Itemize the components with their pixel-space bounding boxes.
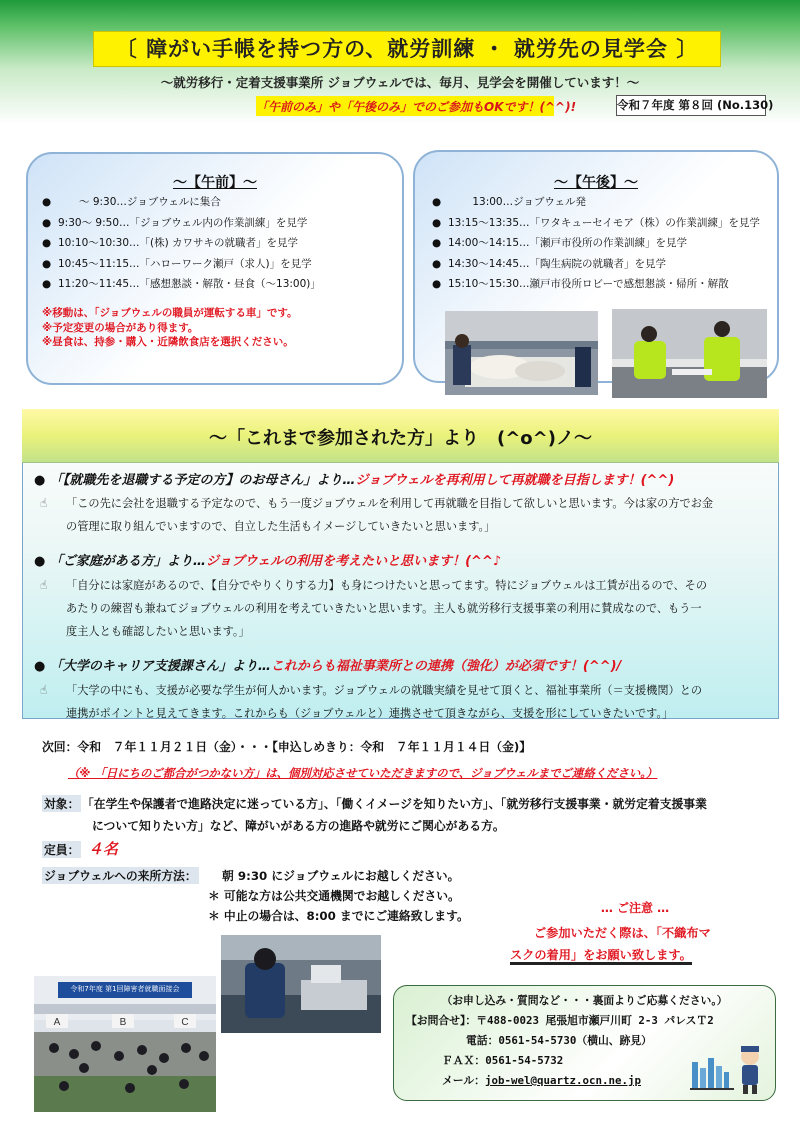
contact-mail[interactable]: メール：job-wel@quartz.ocn.ne.jp — [442, 1074, 641, 1087]
morning-note: ※昼食は、持参・購入・近隣飲食店を選択ください。 — [42, 336, 294, 348]
training-photo-1 — [445, 311, 598, 395]
voice-body — [40, 679, 775, 725]
access-line-2: ＊ 可能な方は公共交通機関でお越しください。 — [208, 889, 460, 903]
svg-text:C: C — [181, 1017, 189, 1028]
contact-fax: ＦＡＸ：0561-54-5732 — [442, 1054, 564, 1067]
contact-address: 【お問合せ】：〒488-0023 尾張旭市瀬戸川町 2-3 パレスＴ2 — [406, 1014, 714, 1027]
page-title: 〔 障がい手帳を持つ方の、就労訓練 ・ 就労先の見学会 〕 — [115, 37, 699, 61]
capacity-label: 定員： — [44, 843, 80, 857]
voice-line: 連携がポイントと見えてきます。これからも（ジョブウェルと）連携させて頂きながら、支援を形にしていきたいです。」 — [66, 707, 674, 720]
workplace-photo — [221, 935, 381, 1033]
job-fair-photo — [34, 976, 216, 1112]
access-line-3: ＊ 中止の場合は、8:00 までにご連絡致します。 — [208, 909, 469, 923]
schedule-item: ● 10:10～10:30…「(株) カワサキの就職者」を見学 — [42, 237, 299, 249]
morning-note: ※予定変更の場合があり得ます。 — [42, 321, 199, 334]
schedule-item: ● 15:10～15:30…瀬戸市役所ロビーで感想懇談・帰所・解散 — [432, 278, 729, 290]
morning-note: ※移動は、「ジョブウェルの職員が運転する車」です。 — [42, 307, 298, 319]
photo-banner-text: 令和7年度 第1回障害者就職面接会 — [70, 985, 180, 993]
next-date-note: （※ 「日にちのご都合がつかない方」は、個別対応させていただきますので、ジョブウェルまでご連絡ください。） — [68, 766, 658, 780]
hand-icon: ☝ — [40, 496, 48, 510]
half-day-note: 「午前のみ」や「午後のみ」でのご参加もOKです！(^^)! — [256, 100, 577, 114]
caution-title: … ご注意 … — [600, 901, 670, 915]
svg-text:A: A — [53, 1017, 61, 1028]
next-date: 次回：令和 ７年１１月２１日（金）・・・【申込しめきり：令和 ７年１１月１４日（金)】 — [42, 740, 532, 754]
morning-notes — [42, 306, 402, 350]
voice-body — [40, 574, 775, 643]
schedule-item: ● 9:30～ 9:50…「ジョブウェル内の作業訓練」を見学 — [42, 216, 308, 229]
hand-icon: ☝ — [40, 683, 48, 697]
access-line-1: 朝 9:30 にジョブウェルにお越しください。 — [222, 869, 460, 883]
contact-phone: 電話：0561-54-5730（横山、跡見） — [466, 1034, 652, 1047]
voice-heading: ● 「ご家庭がある方」より…ジョブウェルの利用を考えたいと思います！(^^♪ — [34, 554, 502, 569]
afternoon-title: ～【午後】～ — [554, 175, 638, 191]
morning-title: ～【午前】～ — [173, 175, 257, 191]
schedule-item: ● 10:45～11:15…「ハローワーク瀬戸（求人)」を見学 — [42, 257, 312, 270]
target-label: 対象： — [44, 797, 80, 811]
voice-line: 度主人とも確認したいと思います。」 — [66, 625, 250, 638]
caution-body — [510, 922, 772, 966]
target-line-1: 「在学生や保護者で進路決定に迷っている方」、「働くイメージを知りたい方」、「就労移行支援事業・就労定着支援事業 — [82, 797, 707, 811]
voice-heading: ● 「大学のキャリア支援課さん」より…これからも福祉事業所との連携（強化）が必須です！(^^)/ — [34, 659, 622, 674]
target-line-2: について知りたい方」など、障がいがある方の進路や就労にご関心がある方。 — [92, 819, 505, 833]
hand-icon: ☝ — [40, 578, 48, 592]
morning-list — [42, 192, 402, 295]
schedule-item: ● 14:00～14:15…「瀬戸市役所の作業訓練」を見学 — [432, 237, 688, 249]
contact-header: （お申し込み・質問など・・・裏面よりご応募ください。） — [441, 994, 728, 1007]
schedule-item: ● 13:00…ジョブウェル発 — [432, 196, 586, 208]
voice-line: の管理に取り組んでいますので、自立した生活もイメージしていきたいと思います。」 — [66, 520, 496, 533]
afternoon-list — [432, 192, 777, 295]
caution-line: ご参加いただく際は、「不織布マ — [534, 926, 711, 940]
voice-body — [40, 492, 775, 538]
access-label: ジョブウェルへの来所方法： — [44, 869, 197, 883]
svg-text:B: B — [119, 1017, 127, 1028]
schedule-item: ● ～ 9:30…ジョブウェルに集合 — [42, 196, 221, 208]
issue-number-badge: 令和７年度 第８回 (No.130) — [616, 95, 766, 116]
voice-line: 「自分には家庭があるので、【自分でやりくりする力】も身につけたいと思ってます。特にジョブウェルは工賃が出るので、その — [66, 579, 708, 592]
voice-line: 「この先に会社を退職する予定なので、もう一度ジョブウェルを利用して再就職を目指して欲しいと思います。今は家の方でお金 — [66, 497, 714, 510]
capacity-value: ４名 — [88, 840, 119, 858]
schedule-item: ● 13:15～13:35…「ワタキューセイモア（株）の作業訓練」を見学 — [432, 216, 760, 229]
voices-title: ～「これまで参加された方」より (^o^)ノ～ — [209, 428, 592, 449]
page-subtitle: ～就労移行・定着支援事業所 ジョブウェルでは、毎月、見学会を開催しています！～ — [160, 75, 640, 90]
schedule-item: ● 11:20～11:45…「感想懇談・解散・昼食（～13:00)」 — [42, 278, 321, 290]
schedule-item: ● 14:30～14:45…「陶生病院の就職者」を見学 — [432, 257, 667, 270]
mascot-illustration — [690, 1040, 768, 1096]
voice-line: あたりの練習も兼ねてジョブウェルの利用を考えていきたいと思います。主人も就労移行支援事業の利用に賛成なので、もう一 — [66, 602, 702, 615]
voice-line: 「大学の中にも、支援が必要な学生が何人かいます。ジョブウェルの就職実績を見せて頂くと、福祉事業所（＝支援機関）との — [66, 684, 703, 697]
voice-heading: ● 「【就職先を退職する予定の方】のお母さん」より…ジョブウェルを再利用して再就職を目指します！(^^) — [34, 473, 675, 488]
caution-line: スクの着用」をお願い致します。 — [510, 948, 692, 965]
training-photo-2 — [612, 309, 767, 398]
